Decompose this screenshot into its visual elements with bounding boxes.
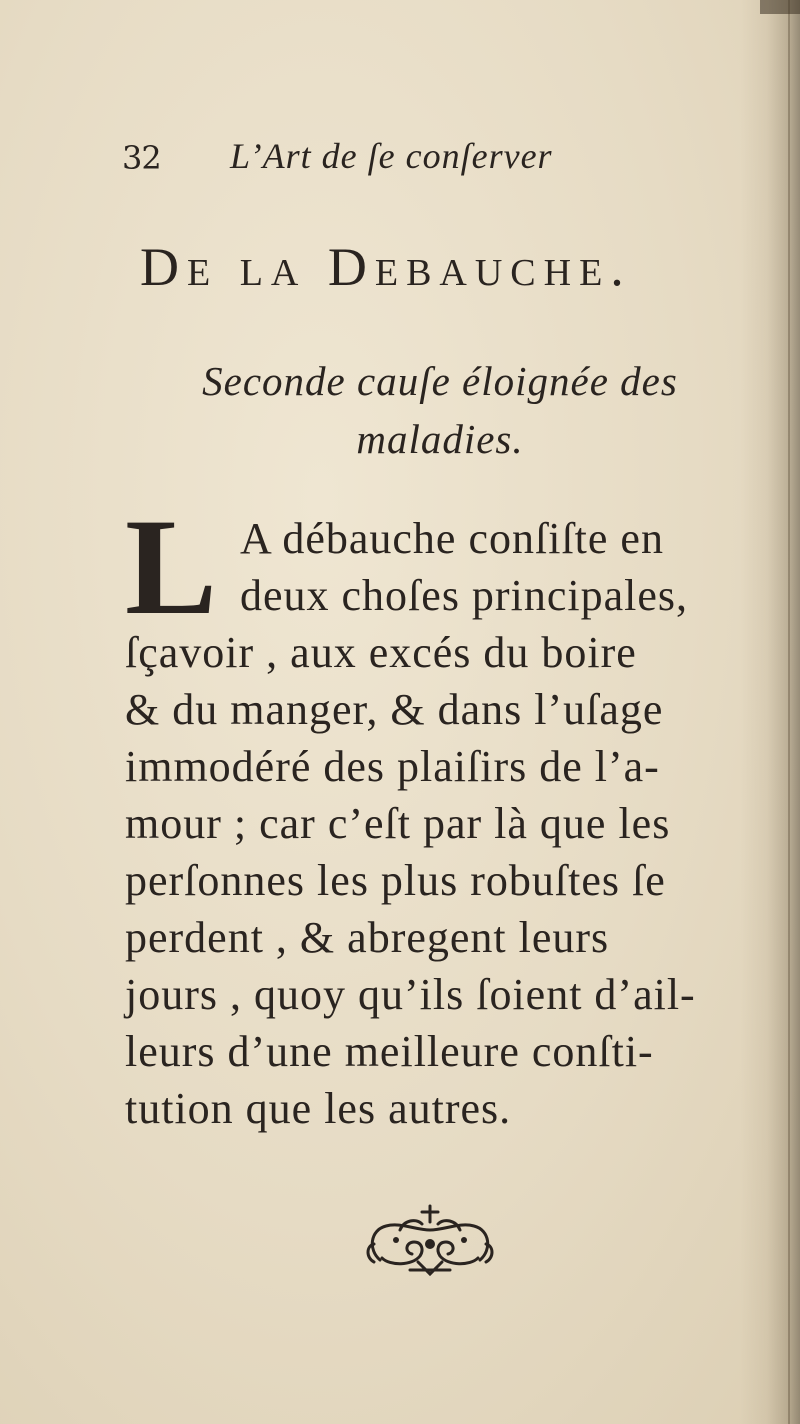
page-corner-shadow (760, 0, 800, 14)
text-line: deux choſes principales, (240, 571, 688, 620)
chapter-title: De la Debauche. (140, 237, 632, 297)
running-head (122, 135, 722, 185)
text-line: perſonnes les plus robuſtes ſe (125, 856, 666, 905)
text-line: jours , quoy qu’ils ſoient d’ail- (125, 970, 696, 1019)
text-line: tution que les autres. (125, 1084, 512, 1133)
body-paragraph (125, 490, 755, 1137)
subtitle-line-1: Seconde cauſe éloignée des (202, 358, 678, 404)
subtitle-line-2: maladies. (356, 416, 524, 462)
chapter-subtitle (160, 352, 720, 468)
running-title: L’Art de ſe conſerver (230, 136, 553, 176)
text-line: ſçavoir , aux excés du boire (125, 628, 637, 677)
text-line: perdent , & abregent leurs (125, 913, 610, 962)
text-line: immodéré des plaiſirs de l’a- (125, 742, 660, 791)
text-line: A débauche conſiſte en (240, 514, 664, 563)
text-line: leurs d’une meilleure conſti- (125, 1027, 654, 1076)
page-edge (788, 0, 790, 1424)
text-line: & du manger, & dans l’uſage (125, 685, 664, 734)
page-number: 32 (122, 139, 161, 177)
drop-cap: L (125, 490, 219, 643)
printers-ornament-icon (360, 1200, 500, 1280)
text-line: mour ; car c’eſt par là que les (125, 799, 671, 848)
